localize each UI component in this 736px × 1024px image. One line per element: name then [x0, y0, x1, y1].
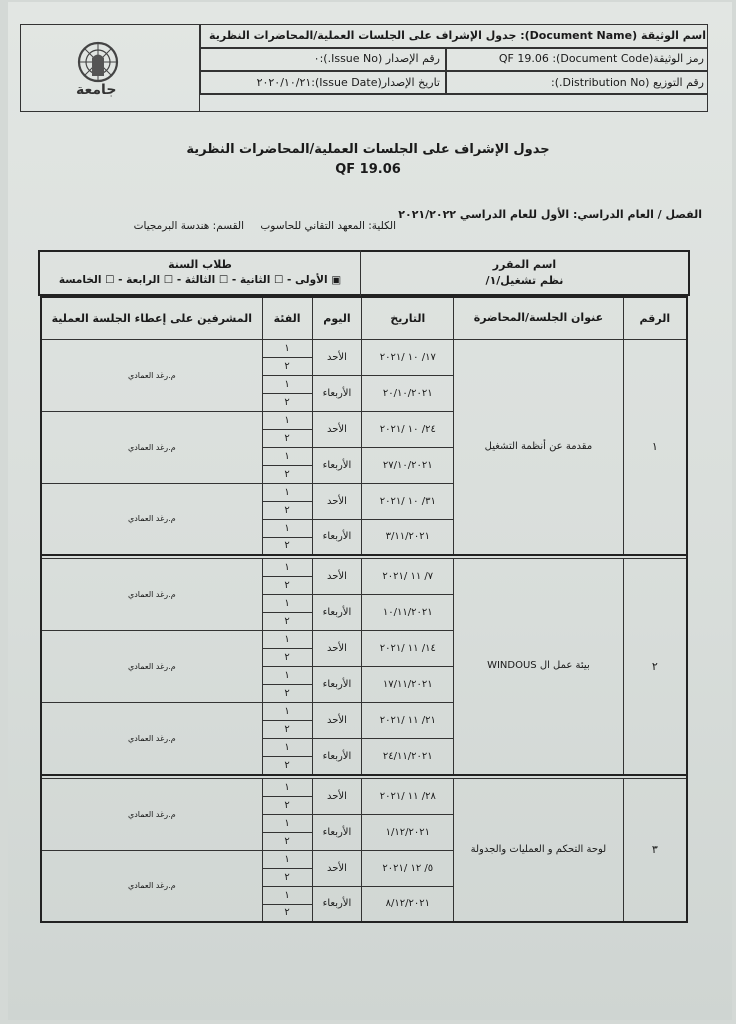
- session-date: ١/١٢/٢٠٢١: [362, 814, 454, 850]
- supervisor-name: م.رغد العمادي: [41, 631, 262, 703]
- class-group: ١: [262, 814, 312, 832]
- issue-date: تاريخ الإصدار(Issue Date):٢٠٢٠/١٠/٢١: [256, 76, 440, 89]
- info-semester: الفصل / العام الدراسي: الأول للعام الدراسي ٢٠٢١/٢٠٢٢: [398, 208, 702, 221]
- class-group: ٢: [262, 904, 312, 922]
- supervisor-name: م.رغد العمادي: [41, 483, 262, 555]
- info-college: الكلية: المعهد التقاني للحاسوب: [260, 220, 396, 232]
- session-day: الأحد: [312, 483, 362, 519]
- session-date: ٢٨/ ١١ /٢٠٢١: [362, 778, 454, 814]
- col-header-class: الفئة: [262, 297, 312, 339]
- university-logo: [62, 38, 134, 104]
- session-date: ١٠/١١/٢٠٢١: [362, 595, 454, 631]
- class-group: ١: [262, 739, 312, 757]
- session-date: ٣/١١/٢٠٢١: [362, 519, 454, 555]
- session-day: الأحد: [312, 631, 362, 667]
- supervisor-name: م.رغد العمادي: [41, 339, 262, 411]
- session-day: الأربعاء: [312, 519, 362, 555]
- class-group: ١: [262, 631, 312, 649]
- class-group: ٢: [262, 796, 312, 814]
- col-header-title: عنوان الجلسة/المحاضرة: [454, 297, 624, 339]
- session-date: ٢٠/١٠/٢٠٢١: [362, 375, 454, 411]
- class-group: ١: [262, 411, 312, 429]
- course-header-divider: [360, 250, 361, 296]
- class-group: ٢: [262, 757, 312, 775]
- supervisor-name: م.رغد العمادي: [41, 850, 262, 922]
- supervisor-name: م.رغد العمادي: [41, 778, 262, 850]
- session-date: ٢٧/١٠/٢٠٢١: [362, 447, 454, 483]
- supervisor-name: م.رغد العمادي: [41, 703, 262, 775]
- session-date: ٢٤/ ١٠ /٢٠٢١: [362, 411, 454, 447]
- session-date: ٢١/ ١١ /٢٠٢١: [362, 703, 454, 739]
- session-date: ٨/١٢/٢٠٢١: [362, 886, 454, 922]
- class-group: ٢: [262, 357, 312, 375]
- session-day: الأربعاء: [312, 667, 362, 703]
- page-subtitle-code: QF 19.06: [335, 162, 401, 177]
- supervisor-name: م.رغد العمادي: [41, 411, 262, 483]
- session-day: الأربعاء: [312, 814, 362, 850]
- year-options: ▣ الأولى - ☐ الثانية - ☐ الثالثة - ☐ الرابعة - ☐ الخامسة: [58, 274, 342, 286]
- supervision-table: [40, 296, 688, 923]
- table-row: [41, 559, 687, 577]
- class-group: ٢: [262, 537, 312, 555]
- year-label: طلاب السنة: [168, 258, 232, 271]
- class-group: ٢: [262, 721, 312, 739]
- class-group: ٢: [262, 832, 312, 850]
- session-date: ٣١/ ١٠ /٢٠٢١: [362, 483, 454, 519]
- class-group: ١: [262, 886, 312, 904]
- info-dept: القسم: هندسة البرمجيات: [133, 220, 244, 232]
- class-group: ١: [262, 375, 312, 393]
- class-group: ١: [262, 778, 312, 796]
- doc-name: اسم الوثيقة (Document Name): جدول الإشراف على الجلسات العملية/المحاضرات النظرية: [209, 29, 706, 42]
- doc-code: رمز الوثيقة(Document Code): QF 19.06: [498, 52, 704, 65]
- table-row: [41, 339, 687, 357]
- session-title: بيئة عمل ال WINDOUS: [454, 559, 624, 775]
- class-group: ٢: [262, 868, 312, 886]
- class-group: ١: [262, 519, 312, 537]
- header-row-4: [200, 94, 708, 112]
- class-group: ١: [262, 339, 312, 357]
- session-day: الأحد: [312, 339, 362, 375]
- class-group: ٢: [262, 613, 312, 631]
- session-number: ١: [623, 339, 687, 555]
- session-day: الأحد: [312, 559, 362, 595]
- class-group: ٢: [262, 393, 312, 411]
- class-group: ٢: [262, 649, 312, 667]
- session-day: الأحد: [312, 411, 362, 447]
- session-day: الأحد: [312, 778, 362, 814]
- session-date: ٢٤/١١/٢٠٢١: [362, 739, 454, 775]
- issue-no: رقم الإصدار (Issue No.):٠: [313, 52, 440, 65]
- class-group: ١: [262, 703, 312, 721]
- session-day: الأربعاء: [312, 375, 362, 411]
- class-group: ١: [262, 850, 312, 868]
- class-group: ١: [262, 595, 312, 613]
- session-date: ١٧/١١/٢٠٢١: [362, 667, 454, 703]
- page-title: جدول الإشراف على الجلسات العملية/المحاضرات النظرية: [186, 142, 550, 157]
- session-day: الأربعاء: [312, 739, 362, 775]
- class-group: ١: [262, 667, 312, 685]
- class-group: ١: [262, 559, 312, 577]
- class-group: ٢: [262, 685, 312, 703]
- course-header-box: [38, 250, 690, 296]
- col-header-supervisors: المشرفين على إعطاء الجلسة العملية: [41, 297, 262, 339]
- class-group: ٢: [262, 577, 312, 595]
- class-group: ١: [262, 447, 312, 465]
- session-number: ٢: [623, 559, 687, 775]
- class-group: ٢: [262, 465, 312, 483]
- col-header-no: الرقم: [623, 297, 687, 339]
- col-header-date: التاريخ: [362, 297, 454, 339]
- session-title: لوحة التحكم و العمليات والجدولة: [454, 778, 624, 922]
- session-day: الأربعاء: [312, 447, 362, 483]
- session-date: ٧/ ١١ /٢٠٢١: [362, 559, 454, 595]
- supervisor-name: م.رغد العمادي: [41, 559, 262, 631]
- course-name-label: اسم المقرر: [492, 258, 557, 271]
- session-day: الأحد: [312, 703, 362, 739]
- session-day: الأربعاء: [312, 595, 362, 631]
- session-day: الأربعاء: [312, 886, 362, 922]
- table-row: [41, 778, 687, 796]
- logo-text: جامعة: [76, 82, 117, 98]
- session-date: ٥/ ١٢ /٢٠٢١: [362, 850, 454, 886]
- class-group: ٢: [262, 501, 312, 519]
- session-number: ٣: [623, 778, 687, 922]
- session-title: مقدمة عن أنظمة التشغيل: [454, 339, 624, 555]
- class-group: ١: [262, 483, 312, 501]
- distribution-no: رقم التوزيع (Distribution No.):: [551, 76, 704, 89]
- course-name-value: نظم تشغيل/١/: [485, 274, 564, 287]
- session-date: ١٧/ ١٠ /٢٠٢١: [362, 339, 454, 375]
- class-group: ٢: [262, 429, 312, 447]
- col-header-day: اليوم: [312, 297, 362, 339]
- session-day: الأحد: [312, 850, 362, 886]
- session-date: ١٤/ ١١ /٢٠٢١: [362, 631, 454, 667]
